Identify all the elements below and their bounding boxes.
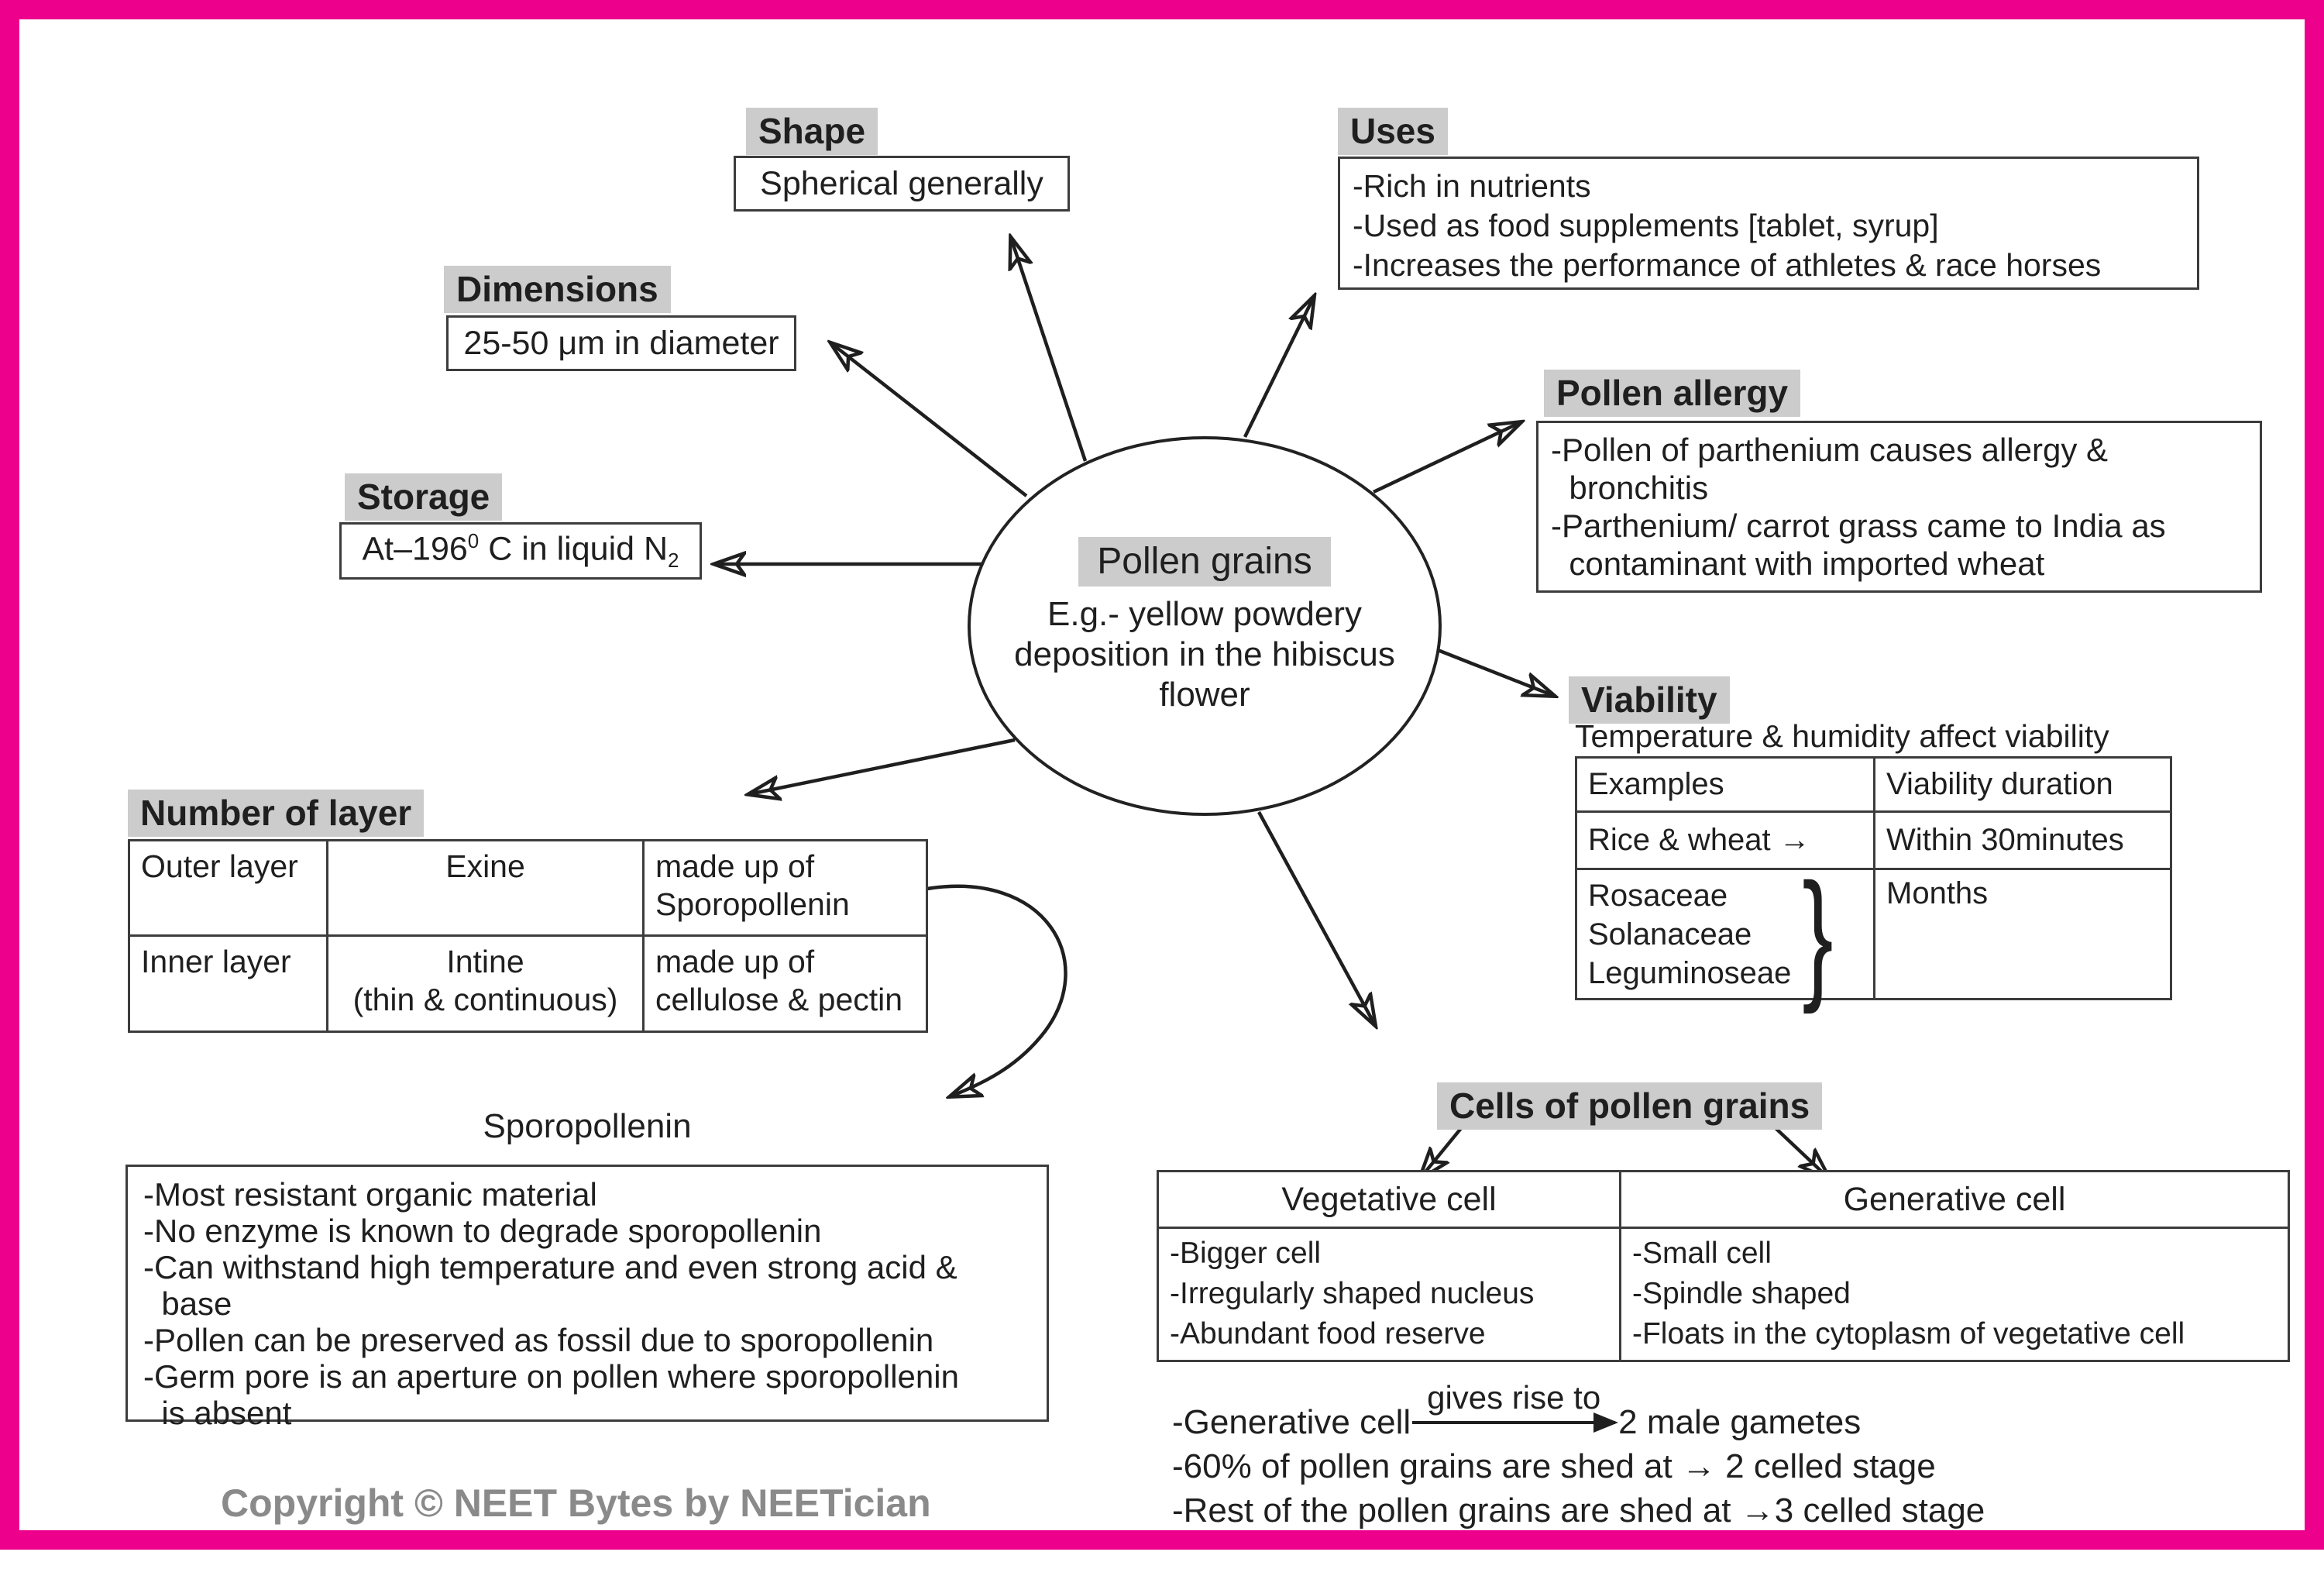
arrow-to-cells (1259, 812, 1375, 1025)
layers-line: made up of (655, 944, 815, 979)
box-shape (734, 156, 1070, 212)
viability-table (1575, 756, 2172, 1015)
pollen-allergy-line: -Pollen of parthenium causes allergy & (1551, 432, 2109, 468)
brace-icon: } (1802, 854, 1834, 1015)
viability-header-duration: Viability duration (1873, 759, 2170, 810)
box-uses (1338, 157, 2199, 290)
arrow-to-shape (1011, 238, 1085, 461)
cells-table (1157, 1170, 2290, 1362)
label-uses: Uses (1338, 108, 1448, 155)
layers-line: Sporopollenin (655, 886, 850, 922)
cells-generative-features (1619, 1227, 2288, 1360)
generative-feature: -Floats in the cytoplasm of vegetative cell (1632, 1317, 2185, 1351)
viability-family: Leguminoseae (1588, 956, 1792, 990)
sporopollenin-line: -Most resistant organic material (143, 1176, 597, 1213)
box-sporopollenin (125, 1165, 1049, 1431)
viability-note: Temperature & humidity affect viability (1575, 718, 2109, 754)
storage-superscript: 0 (467, 529, 480, 553)
layers-line: made up of (655, 848, 815, 884)
box-dimensions (446, 315, 796, 371)
arrow-to-viability (1434, 649, 1554, 696)
uses-line: -Used as food supplements [tablet, syrup] (1353, 208, 1939, 243)
note-three-celled-stage: -Rest of the pollen grains are shed at →3 celled stage (1172, 1492, 1985, 1529)
note-line1-left: -Generative cell (1172, 1403, 1411, 1441)
layers-table (128, 839, 928, 1033)
gives-rise-label: gives rise to (1427, 1379, 1601, 1416)
viability-row-duration: Within 30minutes (1873, 810, 2170, 868)
viability-family: Solanaceae (1588, 917, 1752, 951)
layers-line: Exine (445, 848, 525, 884)
pollen-allergy-line: contaminant with imported wheat (1551, 545, 2045, 582)
center-node-pollen-grains (968, 436, 1442, 816)
layers-cell-intine (326, 934, 642, 1031)
storage-subscript: 2 (668, 548, 679, 572)
label-dimensions: Dimensions (444, 266, 671, 313)
cells-vegetative-features (1159, 1227, 1619, 1360)
label-shape: Shape (746, 108, 878, 155)
viability-row-example: Rice & wheat → (1577, 810, 1873, 868)
storage-value (363, 529, 679, 573)
sporopollenin-line: is absent (143, 1395, 292, 1431)
label-viability: Viability (1569, 676, 1730, 724)
layers-cell-outer: Outer layer (141, 848, 298, 884)
note-line1-right: 2 male gametes (1618, 1403, 1862, 1441)
note-generative-cell (1172, 1379, 1862, 1442)
gives-rise-arrow-icon (1412, 1379, 1615, 1424)
shape-value: Spherical generally (760, 164, 1043, 202)
storage-value-mid: C in liquid N (479, 530, 669, 568)
layers-line: Intine (446, 944, 524, 979)
viability-family: Rosaceae (1588, 879, 1728, 913)
label-storage: Storage (345, 473, 502, 521)
vegetative-feature: -Irregularly shaped nucleus (1170, 1277, 1535, 1310)
generative-feature: -Small cell (1632, 1237, 1772, 1270)
viability-examples-wrap (1588, 854, 1834, 1015)
cells-header-vegetative: Vegetative cell (1281, 1180, 1497, 1218)
pollen-allergy-line: bronchitis (1551, 470, 1709, 506)
viability-row-examples-group (1577, 854, 1873, 1015)
arrow-to-dimensions (831, 343, 1026, 496)
sporopollenin-line: -Pollen can be preserved as fossil due to sporopollenin (143, 1322, 934, 1358)
center-subtitle: E.g.- yellow powdery deposition in the hibiscus flower (1014, 594, 1395, 714)
storage-value-prefix: At–196 (362, 530, 468, 568)
vegetative-feature: -Abundant food reserve (1170, 1317, 1486, 1351)
layers-cell-inner: Inner layer (130, 934, 326, 1031)
layers-cell-exine-composition (642, 841, 926, 934)
label-cells-of-pollen-grains: Cells of pollen grains (1437, 1082, 1822, 1130)
layers-cell-intine-composition (642, 934, 926, 1031)
arrow-to-uses (1245, 297, 1314, 437)
copyright-text: Copyright © NEET Bytes by NEETician (221, 1481, 931, 1525)
viability-header-examples: Examples (1588, 767, 1724, 801)
sporopollenin-line: -Can withstand high temperature and even strong acid & (143, 1249, 957, 1285)
arrow-to-layers (749, 740, 1015, 794)
sporopollenin-line: -Germ pore is an aperture on pollen where sporopollenin (143, 1358, 959, 1395)
layers-line: (thin & continuous) (352, 982, 618, 1017)
curved-arrow-layers-to-sporopollenin (927, 886, 1066, 1096)
pollen-allergy-line: -Parthenium/ carrot grass came to India as (1551, 508, 2166, 544)
uses-line: -Rich in nutrients (1353, 168, 1591, 204)
cells-header-generative: Generative cell (1619, 1172, 2288, 1227)
box-pollen-allergy (1536, 421, 2262, 593)
vegetative-feature: -Bigger cell (1170, 1237, 1322, 1270)
label-pollen-allergy: Pollen allergy (1544, 370, 1800, 417)
sporopollenin-line: -No enzyme is known to degrade sporopollenin (143, 1213, 822, 1249)
sporopollenin-title: Sporopollenin (483, 1107, 692, 1145)
dimensions-value: 25-50 μm in diameter (463, 324, 779, 362)
box-storage (339, 522, 702, 580)
generative-feature: -Spindle shaped (1632, 1277, 1851, 1310)
layers-cell-exine (326, 841, 642, 934)
uses-line: -Increases the performance of athletes & race horses (1353, 247, 2102, 283)
center-title: Pollen grains (1078, 537, 1331, 586)
viability-row2-duration: Months (1873, 868, 2170, 998)
arrow-to-pollen-allergy (1373, 422, 1521, 492)
layers-line: cellulose & pectin (655, 982, 903, 1017)
sporopollenin-line: base (143, 1285, 232, 1322)
note-two-celled-stage: -60% of pollen grains are shed at → 2 celled stage (1172, 1447, 1936, 1485)
label-number-of-layer: Number of layer (128, 790, 424, 837)
viability-example-families (1588, 876, 1791, 993)
